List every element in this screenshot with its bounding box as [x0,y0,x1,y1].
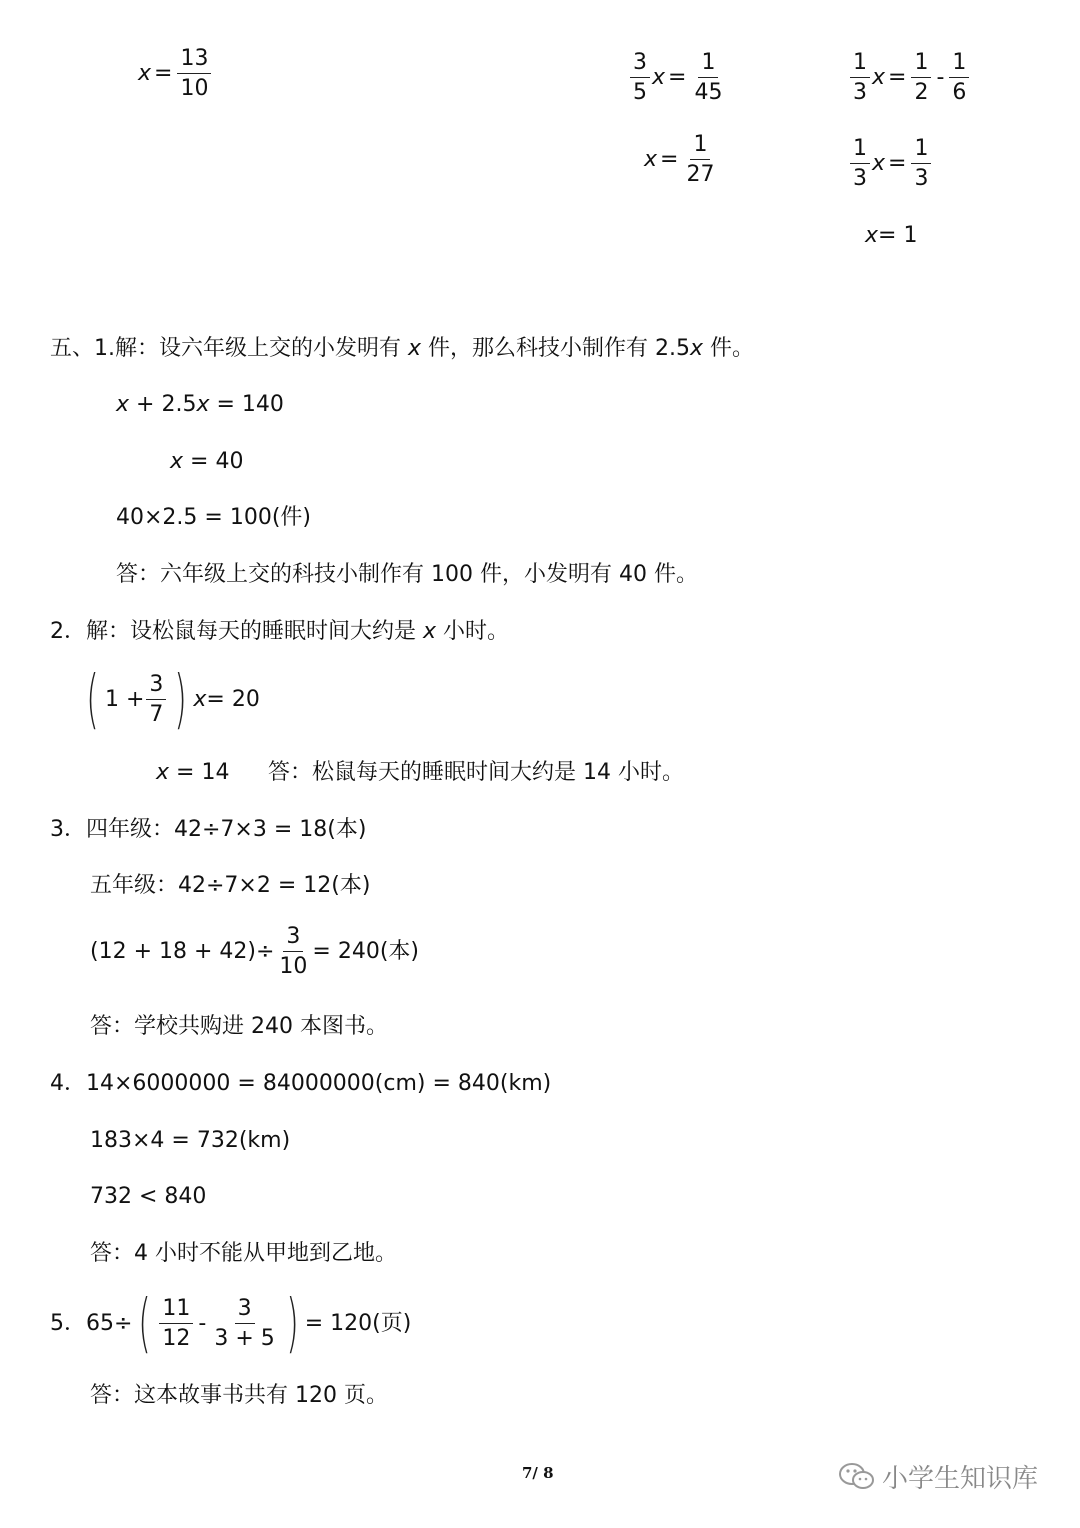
eq-col3-line1: $\frac{1}{3}$ x = $\frac{1}{2}$ - $\frac{1}{6}$ [848,48,971,104]
eq-col3-line2: $\frac{1}{3}$ x = $\frac{1}{3}$ [848,134,933,190]
fraction: $\frac{1}{3}$ [850,52,870,104]
fraction: $\frac{3}{7}$ [146,674,166,726]
q1-equation: x + 2.5x = 140 [116,392,284,417]
q3-equation: (12 + 18 + 42)÷ $\frac{3}{10}$ = 240(本) [90,924,420,979]
eq-col2-line1: $\frac{3}{5}$ x = $\frac{1}{45}$ [628,48,727,104]
eq-col1-result: x = $\frac{13}{10}$ [138,48,213,100]
page-number: 7/ 8 [522,1464,554,1482]
q3-line1: 3．四年级：42÷7×3 = 18(本) [50,817,367,842]
fraction: $\frac{1}{2}$ [911,52,931,104]
q4-line2: 183×4 = 732(km) [90,1128,291,1153]
q4-answer: 答：4 小时不能从甲地到乙地。 [90,1241,397,1266]
q5-equation: 5．65÷ ( $\frac{11}{12}$ - $\frac{3}{3 + 5}$ ) = 120(页) [50,1287,412,1361]
q1-calc: 40×2.5 = 100(件) [116,505,311,530]
wechat-icon [838,1461,876,1493]
fraction: $\frac{1}{3}$ [911,138,931,190]
fraction: $\frac{1}{3}$ [850,138,870,190]
q4-line1: 4．14×6000000 = 84000000(cm) = 840(km) [50,1071,552,1096]
fraction: $\frac{11}{12}$ [159,1298,193,1350]
q1-answer: 答：六年级上交的科技小制作有 100 件，小发明有 40 件。 [116,562,698,587]
q4-line3: 732 < 840 [90,1184,207,1209]
q3-answer: 答：学校共购进 240 本图书。 [90,1014,388,1039]
eq-col2-line2: x = $\frac{1}{27}$ [644,134,719,186]
fraction: $\frac{13}{10}$ [177,48,211,100]
q5-answer: 答：这本故事书共有 120 页。 [90,1383,388,1408]
q2-answer: 答：松鼠每天的睡眠时间大约是 14 小时。 [268,760,684,785]
eq-col3-line3: x= 1 [865,223,918,248]
q3-line2: 五年级：42÷7×2 = 12(本) [90,873,371,898]
fraction: $\frac{1}{45}$ [694,50,723,105]
q2-setup: 2．解：设松鼠每天的睡眠时间大约是 x 小时。 [50,619,510,644]
q2-solution: x = 14 [156,760,230,785]
q2-equation: ( 1 + $\frac{3}{7}$ ) x = 20 [86,663,260,737]
fraction: $\frac{3}{3 + 5}$ [214,1296,275,1351]
fraction: $\frac{1}{6}$ [949,52,969,104]
watermark-text: 小学生知识库 [882,1464,1039,1494]
q1-setup: 五、1.解：设六年级上交的小发明有 x 件，那么科技小制作有 2.5x 件。 [50,336,755,361]
fraction: $\frac{3}{10}$ [279,924,308,979]
fraction: $\frac{1}{27}$ [686,132,715,187]
watermark [838,1458,1038,1495]
q1-solution: x = 40 [170,449,244,474]
fraction: $\frac{3}{5}$ [630,52,650,104]
